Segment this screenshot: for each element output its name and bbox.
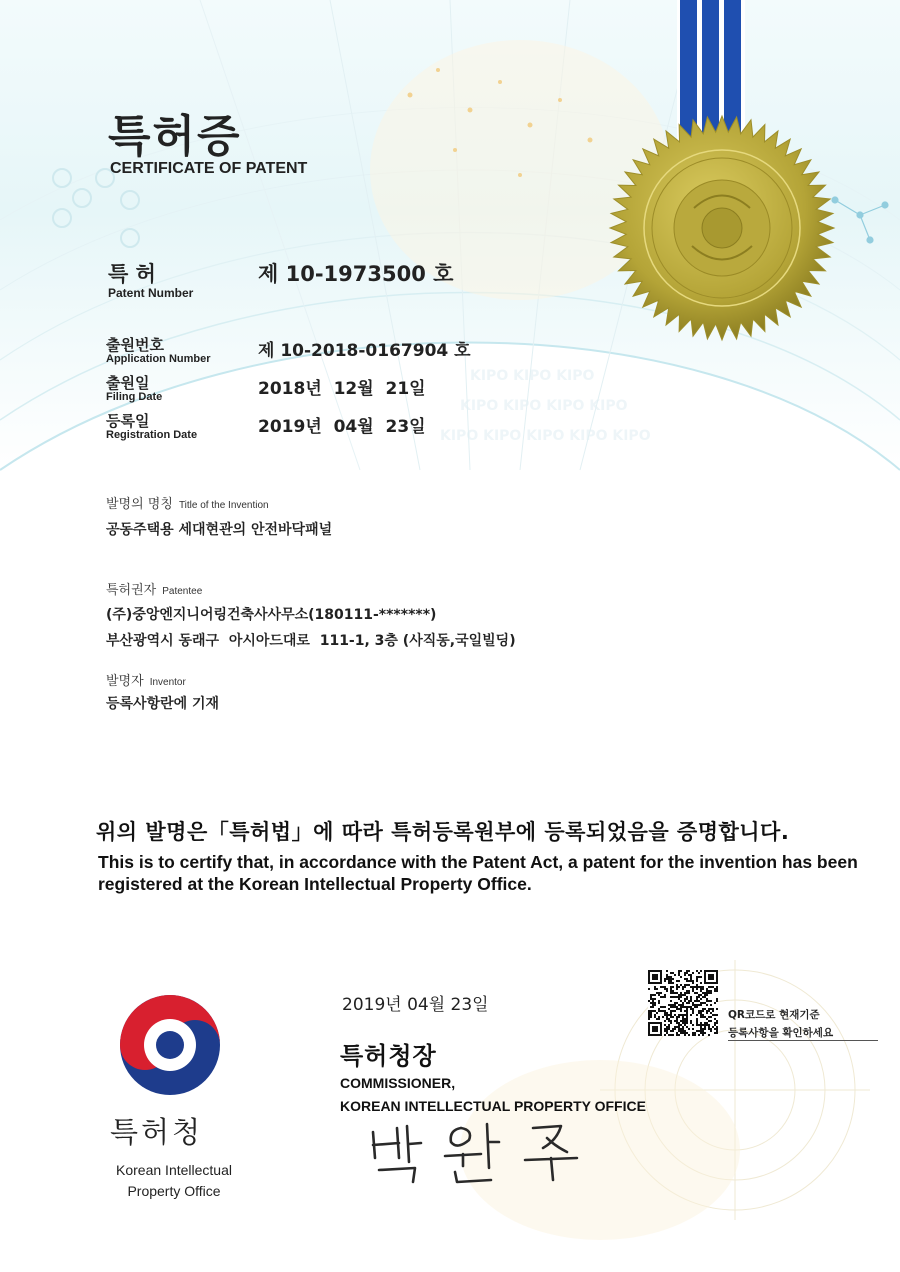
filing-date-label-ko: 출원일	[106, 374, 150, 392]
svg-text:KIPO KIPO KIPO KIPO KIPO: KIPO KIPO KIPO KIPO KIPO	[440, 428, 651, 444]
patent-number-value: 제 10-1973500 호	[258, 262, 454, 286]
inventor-value: 등록사항란에 기재	[106, 696, 220, 712]
commissioner-signature	[365, 1118, 595, 1188]
svg-text:KIPO KIPO KIPO: KIPO KIPO KIPO	[470, 368, 595, 384]
patentee-label-en: Patentee	[162, 586, 203, 597]
certification-statement-en: This is to certify that, in accordance with the Patent Act, a patent for the invention has been registered at the Korean Intellectual Property Office.	[98, 852, 858, 894]
filing-date-label-en: Filing Date	[106, 391, 163, 403]
qr-caption-divider	[728, 1040, 878, 1041]
patentee-label	[106, 579, 202, 598]
issue-date: 2019년 04월 23일	[342, 995, 489, 1015]
inventor-label	[106, 670, 186, 689]
registration-date-label-en: Registration Date	[106, 429, 198, 441]
qr-code[interactable]	[648, 970, 718, 1036]
application-number-value: 제 10-2018-0167904 호	[258, 341, 471, 361]
filing-date-value: 2018년 12월 21일	[258, 379, 426, 399]
qr-caption-line2: 등록사항을 확인하세요	[728, 1027, 834, 1039]
registration-date-label-ko: 등록일	[106, 412, 150, 430]
office-name-en	[90, 1160, 258, 1202]
gold-seal	[610, 116, 834, 340]
invention-title-label-en: Title of the Invention	[178, 500, 269, 511]
office-name-en-line2: Property Office	[127, 1183, 221, 1199]
certification-statement-ko: 위의 발명은「특허법」에 따라 특허등록원부에 등록되었음을 증명합니다.	[96, 820, 790, 844]
commissioner-title-en-line2: KOREAN INTELLECTUAL PROPERTY OFFICE	[340, 1098, 646, 1114]
inventor-label-ko: 발명자	[106, 674, 144, 689]
svg-text:KIPO KIPO KIPO KIPO: KIPO KIPO KIPO KIPO	[460, 398, 628, 414]
patentee-address: 부산광역시 동래구 아시아드대로 111-1, 3층 (사직동,국일빌딩)	[106, 633, 516, 649]
inventor-label-en: Inventor	[149, 677, 186, 688]
patent-number-label-en: Patent Number	[108, 286, 194, 300]
patentee-label-ko: 특허권자	[106, 583, 157, 598]
office-name-ko: 특허청	[110, 1115, 204, 1149]
office-name-en-line1: Korean Intellectual	[116, 1162, 232, 1178]
application-number-label-en: Application Number	[106, 353, 211, 365]
patent-number-label-ko: 특 허	[108, 262, 156, 286]
qr-code-caption	[728, 1006, 833, 1042]
invention-title-value: 공동주택용 세대현관의 안전바닥패널	[106, 522, 333, 538]
qr-caption-line1: QR코드로 현재기준	[728, 1009, 820, 1021]
invention-title-label	[106, 493, 269, 512]
registration-date-value: 2019년 04월 23일	[258, 417, 426, 437]
invention-title-label-ko: 발명의 명칭	[106, 497, 173, 512]
commissioner-title-en	[340, 1072, 646, 1118]
certificate-title-en: CERTIFICATE OF PATENT	[110, 160, 308, 177]
commissioner-title-ko: 특허청장	[340, 1042, 437, 1070]
certificate-title-ko: 특허증	[108, 111, 242, 162]
application-number-label-ko: 출원번호	[106, 336, 164, 354]
kipo-logo-icon	[115, 990, 225, 1100]
patentee-name: (주)중앙엔지니어링건축사사무소(180111-*******)	[106, 607, 437, 623]
commissioner-title-en-line1: COMMISSIONER,	[340, 1075, 456, 1091]
